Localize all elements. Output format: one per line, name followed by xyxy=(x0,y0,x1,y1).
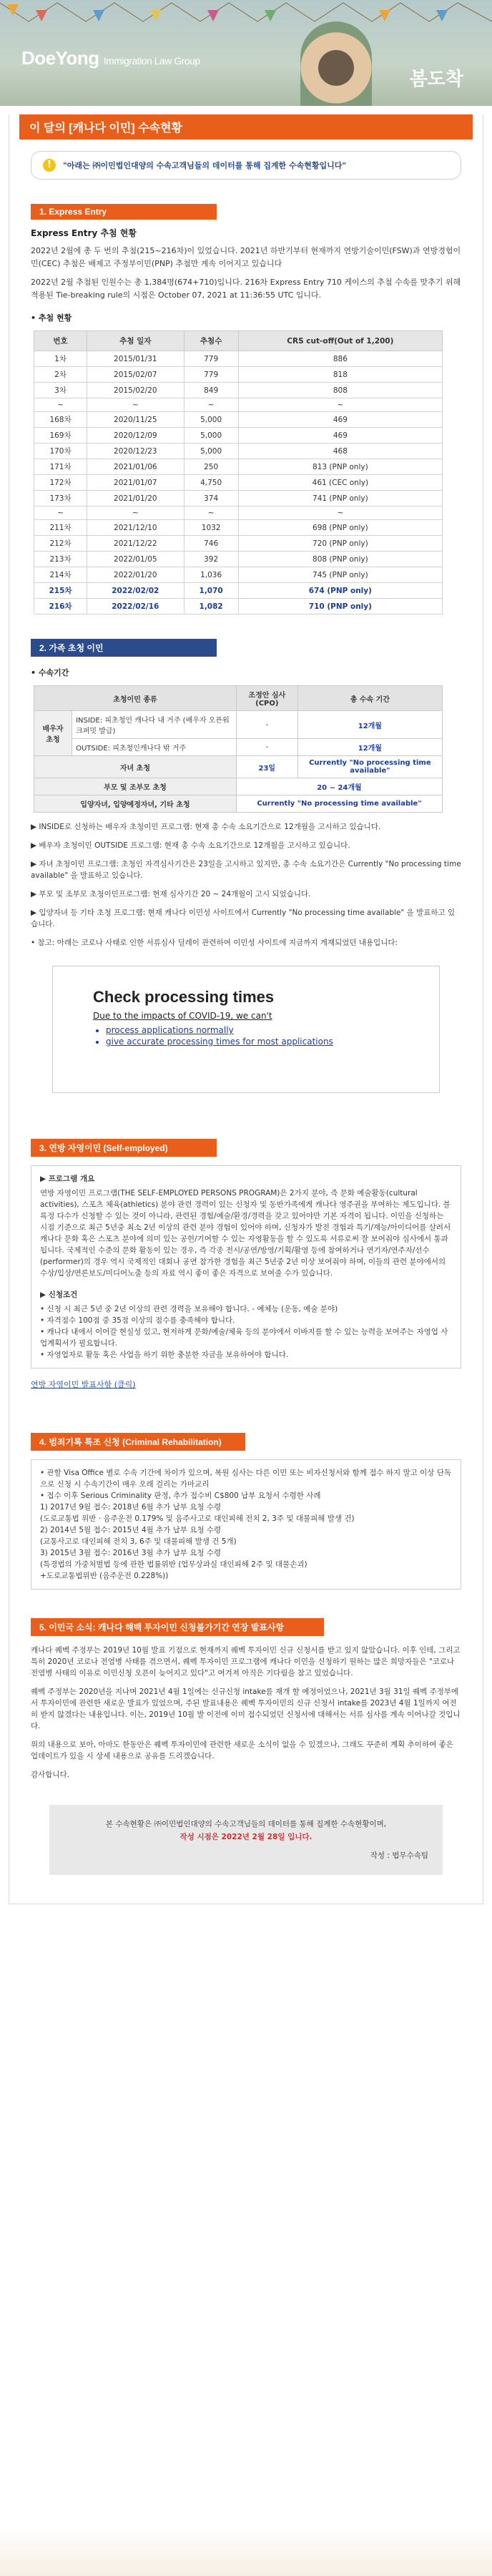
news-para-2: 퀘벡 주정부는 2020년을 지나며 2021년 4월 1일에는 신규신청 intake를 재개 할 예정이었으나, 2021년 3월 31일 퀘벡 주정부에서 투자이민에 관련한 새로운 발표가 있었으며, 주된 발표내용은 퀘벡 투자이민의 신규 신청서 intake를 2023년 4월 1일까지 여전히 받지 않겠다는 내용입니다. 이는, 2019년 10월 발 이전에 이미 접수되었던 신청서에 대해서는 서류 심사를 계속 이어나갈 것입니다. xyxy=(31,1688,461,1730)
draw-cell: 461 (CEC only) xyxy=(238,475,442,491)
draw-row xyxy=(34,383,443,398)
draw-cell: 1차 xyxy=(34,351,87,367)
draw-row xyxy=(34,506,443,520)
note-child: ▶ 자녀 초청이민 프로그램: 초청인 자격심사기간은 23일을 고시하고 있지만, 총 수속 소요기간은 Currently "No processing time available" 을 발표하고 있습니다. xyxy=(31,860,461,880)
draw-table-heading: • 추첨 현황 xyxy=(31,313,72,323)
col-total: 총 수속 기간 xyxy=(297,686,442,711)
section-self-employed: 3. 연방 자영이민 (Self-employed) xyxy=(31,1139,217,1157)
inside-cpo: - xyxy=(236,711,297,739)
ee-subtitle: Express Entry 추첨 현황 xyxy=(31,228,137,238)
draw-col-header: 추첨수 xyxy=(184,331,238,351)
draw-cell: 3차 xyxy=(34,383,87,398)
footer-note xyxy=(49,1805,443,1875)
brand-title: 봄도착 xyxy=(409,69,463,90)
draw-cell: 2022/01/20 xyxy=(87,567,184,583)
draw-row xyxy=(34,552,443,567)
draw-cell: ~ xyxy=(87,398,184,412)
draw-cell: 818 xyxy=(238,367,442,383)
draw-cell: 5,000 xyxy=(184,444,238,459)
draw-cell: ~ xyxy=(34,506,87,520)
draw-cell: 214차 xyxy=(34,567,87,583)
cpt-title: Check processing times xyxy=(93,988,275,1006)
draw-row xyxy=(34,520,443,536)
draw-cell: 469 xyxy=(238,412,442,428)
draw-cell: 1,036 xyxy=(184,567,238,583)
draw-row xyxy=(34,491,443,506)
news-thanks: 감사합니다. xyxy=(31,1771,70,1779)
company-logo[interactable]: DoeYong Immigration Law Group xyxy=(21,47,200,69)
draw-row xyxy=(34,351,443,367)
draw-row xyxy=(34,583,443,599)
adopt-label: 입양자녀, 입양예정자녀, 기타 초청 xyxy=(34,795,237,813)
header-banner xyxy=(0,0,492,106)
footer-line-1: 본 수속현황은 ㈜이민법인대양의 수속고객님들의 데이터를 통해 집계한 수속현황이며, xyxy=(105,1820,387,1828)
cpt-line: Due to the impacts of COVID-19, we can't xyxy=(93,1011,272,1021)
draw-cell: 1032 xyxy=(184,520,238,536)
draw-cell: ~ xyxy=(184,398,238,412)
draw-row xyxy=(34,367,443,383)
req-text: • 신청 시 최근 5년 중 2년 이상의 관련 경력을 보유해야 합니다. - 예체능 (운동, 예술 분야) • 자격점수 100점 중 35점 이상의 점수를 충족해야 합니다. • 캐나다 내에서 이어갈 현실성 있고, 현저하게 문화/예술/체육 등의 분야에서 이바지를 할 수 있는 능력을 보여주는 자영업 사업계획서가 필요합니다. • 자영업자로 활동 혹은 사업을 하기 위한 충분한 자금을 보유하여야 합니다. xyxy=(40,1305,448,1359)
draw-cell: ~ xyxy=(87,506,184,520)
draw-cell: 374 xyxy=(184,491,238,506)
draw-cell: 2차 xyxy=(34,367,87,383)
parents-total: 20 ~ 24개월 xyxy=(236,778,442,795)
exclamation-icon: ! xyxy=(43,159,56,172)
col-type: 초청이민 종류 xyxy=(34,686,237,711)
draw-cell: 2021/01/07 xyxy=(87,475,184,491)
overview-text: 연방 자영이민 프로그램(THE SELF-EMPLOYED PERSONS PROGRAM)은 2가지 분야, 즉 문화 예술활동(cultural activities), 스포츠 체육(athletics) 분야 관련 경력이 있는 신청자 및 동반가족에게 캐나다 영주권을 부여하는 제도입니다. 블록정 다수가 신청할 수 있는 것이 아니라, 관련된 경험/예술/환경/경력을 갖고 있어야만 기본 자격이 됩니다. 이민을 신청하는 시점 기준으로 최근 5년중 최소 2년 이상의 관련 분야 경험이 있어야 하며, 신청자가 발전 경험과 특기/재능/아이디어를 살려서 캐나다 문화 혹은 스포츠 분야에 의미 있는 공헌/기여할 수 있는 자영활동을 할 수 있도록 서류로써 잘 보여줘야 심사에서 통과됩니다. 국제적인 수준의 문화 활동이 있는 경우, 즉 각종 전시/공연/방영/기획/활영 등에 참여하거나 연기자/연주자/선수(performer)의 경우 역시 국제적인 대회나 공연 참가한 경험을 최근 5년중 2년 이상 보여줘야 하며, 이들의 관련 분야에서의 수상/입상/연론보도/미디어노출 등의 자료 역시 좋이 좋은 자격으로 보여줄 수가 있습니다. xyxy=(40,1189,451,1278)
draw-cell: 2020/11/25 xyxy=(87,412,184,428)
draw-cell: 808 (PNP only) xyxy=(238,552,442,567)
note-parents: ▶ 부모 및 조부모 초청이민프로그램: 현재 심사기간 20 ~ 24개월이 고시 되었습니다. xyxy=(31,890,311,898)
draw-table xyxy=(34,330,443,614)
section-express-entry: 1. Express Entry xyxy=(31,204,217,220)
inside-label: INSIDE: 피초청인 캐나다 내 거주 (배우자 오픈워크퍼밋 발급) xyxy=(72,711,237,739)
draw-cell: 2022/01/05 xyxy=(87,552,184,567)
draw-col-header: 번호 xyxy=(34,331,87,351)
draw-cell: 168차 xyxy=(34,412,87,428)
draw-cell: 5,000 xyxy=(184,428,238,444)
spouse-label: 배우자 초청 xyxy=(34,711,72,756)
page-title: 이 달의 [캐나다 이민] 수속현황 xyxy=(19,114,473,139)
draw-cell: 1,070 xyxy=(184,583,238,599)
intro-notice xyxy=(31,151,461,180)
section-family-sponsorship: 2. 가족 초청 이민 xyxy=(31,639,217,657)
child-label: 자녀 초청 xyxy=(34,756,237,778)
bunting-decoration xyxy=(0,0,492,26)
inside-total: 12개월 xyxy=(297,711,442,739)
cpt-item: • give accurate processing times for most applications xyxy=(106,1037,425,1047)
draw-cell: 2021/12/22 xyxy=(87,536,184,552)
parents-label: 부모 및 조부모 초청 xyxy=(34,778,237,795)
draw-cell: 215차 xyxy=(34,583,87,599)
note-reference: • 참고: 아래는 코로나 사태로 인한 서류심사 딜레이 관련하여 이민성 사이트에 지금까지 게재되었던 내용입니다: xyxy=(31,939,398,947)
draw-cell: 212차 xyxy=(34,536,87,552)
draw-cell: 5,000 xyxy=(184,412,238,428)
draw-row xyxy=(34,428,443,444)
draw-cell: ~ xyxy=(238,398,442,412)
draw-cell: 211차 xyxy=(34,520,87,536)
draw-cell: 720 (PNP only) xyxy=(238,536,442,552)
bottom-decoration xyxy=(0,2526,492,2576)
family-notes xyxy=(31,821,461,949)
draw-cell: 2021/01/20 xyxy=(87,491,184,506)
draw-cell: 468 xyxy=(238,444,442,459)
self-employed-link[interactable]: 연방 자영이민 발표사항 (클릭) xyxy=(31,1380,136,1389)
outside-label: OUTSIDE: 피초청인캐나다 밖 거주 xyxy=(72,739,237,756)
draw-cell: 745 (PNP only) xyxy=(238,567,442,583)
col-cpo: 조정안 심사 (CPO) xyxy=(236,686,297,711)
draw-row xyxy=(34,444,443,459)
draw-cell: 250 xyxy=(184,459,238,475)
draw-cell: 4,750 xyxy=(184,475,238,491)
news-para-3: 위의 내용으로 보아, 아마도 한동안은 퀘벡 투자이민에 관련한 새로운 소식이 없을 수 있겠으나, 그래도 꾸준히 계획 추이하여 좋은 업데이트가 있을 시 상세 내용으로 공유를 드리겠습니다. xyxy=(31,1740,453,1760)
draw-row xyxy=(34,459,443,475)
section-news: 5. 이민국 소식: 캐나다 해백 투자이민 신청불가기간 연장 발표사항 xyxy=(31,1618,324,1636)
draw-row xyxy=(34,599,443,614)
draw-cell: 2021/12/10 xyxy=(87,520,184,536)
note-outside: ▶ 배우자 초청이민 OUTSIDE 프로그램: 현재 총 수속 소요기간으로 12개월을 고시하고 있습니다. xyxy=(31,841,350,850)
draw-cell: 813 (PNP only) xyxy=(238,459,442,475)
note-inside: ▶ INSIDE로 신청하는 배우자 초청이민 프로그램: 현재 총 수속 소요기간으로 12개월을 고시하고 있습니다. xyxy=(31,823,381,831)
draw-row xyxy=(34,412,443,428)
child-cpo: 23일 xyxy=(236,756,297,778)
draw-cell: 2022/02/02 xyxy=(87,583,184,599)
draw-cell: 698 (PNP only) xyxy=(238,520,442,536)
draw-col-header: CRS cut-off(Out of 1,200) xyxy=(238,331,442,351)
draw-cell: 710 (PNP only) xyxy=(238,599,442,614)
draw-cell: 1,082 xyxy=(184,599,238,614)
draw-cell: 2020/12/23 xyxy=(87,444,184,459)
draw-cell: 849 xyxy=(184,383,238,398)
camera-photo xyxy=(300,21,372,106)
outside-total: 12개월 xyxy=(297,739,442,756)
draw-col-header: 추첨 일자 xyxy=(87,331,184,351)
criminal-rehab-box: • 관할 Visa Office 별로 수속 기간에 차이가 있으며, 복원 심사는 다른 이민 또는 비자신청서와 함께 접수 하지 말고 이상 단독으로 신청 시 수속기간이 매우 오래 걸리는 가마교리 • 접수 이후 Serious Criminality 판정, 추가 접수비 C$800 납부 요청서 수령한 사례 1) 2017년 9월 접수: 2018년 6월 추가 납부 요청 수령 (도로교통법 위반 · 음주운전 0.179% 및 음주사고로 대인피해 전치 2, 3주 및 대물피해 발생 건) 2) 2014년 5월 접수: 2015년 4월 추가 납부 요청 수령 (교통사고로 대인피해 전치 3, 6주 및 대물피해 발생 건 5개) 3) 2015년 3월 접수: 2016년 3월 추가 납부 요청 수령 (특경법의 가중처벌법 등에 관한 법률위반 (업무상과실 대인피해 2주 및 대물손괴) +도로교통법위반 (음주운전 0.228%)) xyxy=(31,1459,461,1590)
draw-cell: 886 xyxy=(238,351,442,367)
cpt-item: • process applications normally xyxy=(106,1025,425,1035)
ee-para-2: 2022년 2월 추첨된 인원수는 총 1,384명(674+710)입니다. 216차 Express Entry 710 케이스의 추첨 수속를 맞추기 위해 적용된 Tie-breaking rule의 시점은 October 07, 2021 at 11:36:55 UTC 입니다. xyxy=(31,278,461,300)
draw-cell: ~ xyxy=(34,398,87,412)
outside-cpo: - xyxy=(236,739,297,756)
processing-time-heading: • 수속기간 xyxy=(31,668,69,677)
draw-cell: 808 xyxy=(238,383,442,398)
draw-cell: ~ xyxy=(238,506,442,520)
draw-cell: 392 xyxy=(184,552,238,567)
req-heading: ▶ 신청조건 xyxy=(40,1291,78,1299)
draw-cell: 2015/02/20 xyxy=(87,383,184,398)
draw-row xyxy=(34,398,443,412)
draw-cell: 170차 xyxy=(34,444,87,459)
draw-cell: 469 xyxy=(238,428,442,444)
processing-times-image xyxy=(52,966,440,1093)
adopt-total: Currently "No processing time available" xyxy=(236,795,442,813)
overview-heading: ▶ 프로그램 개요 xyxy=(40,1175,95,1183)
note-adopt: ▶ 입양자녀 등 기타 초청 프로그램: 현재 캐나다 이민성 사이트에서 Currently "No processing time available" 을 발표하고 있습니다. xyxy=(31,909,456,929)
draw-cell: 171차 xyxy=(34,459,87,475)
draw-cell: 2015/01/31 xyxy=(87,351,184,367)
draw-cell: 173차 xyxy=(34,491,87,506)
news-para-1: 캐나다 퀘벡 주정부는 2019년 10월 발표 기점으로 현재까지 퀘벡 투자이민 신규 신청서를 받고 있지 않았습니다. 이후 인테, 그리고 특히 2020년 코로나 전염병 사태를 겪으면서, 퀘벡 투자이민 프로그램에 캐나다 이민을 신청하기 원하는 많은 희망자들은 "코로나 전염병 사태의 이유로 이민신청 오픈이 늦어지고 있다"고 여겨져 아직은 기다림을 참고 있었습니다. xyxy=(31,1646,461,1678)
draw-row xyxy=(34,536,443,552)
ee-para-1: 2022년 2월에 총 두 번의 추첨(215~216차)이 있었습니다. 2021년 하반기부터 현재까지 연방기술이민(FSW)과 연방경험이민(CEC) 추첨은 배제고 주정부이민(PNP) 추첨만 계속 이어지고 있습니다 xyxy=(31,246,461,268)
draw-cell: 2022/02/16 xyxy=(87,599,184,614)
draw-cell: 779 xyxy=(184,351,238,367)
family-table xyxy=(34,685,443,813)
footer-author: 작성 : 법무수속팀 xyxy=(370,1851,428,1860)
draw-row xyxy=(34,475,443,491)
draw-cell: 213차 xyxy=(34,552,87,567)
self-employed-box xyxy=(31,1165,461,1368)
draw-cell: 2021/01/06 xyxy=(87,459,184,475)
intro-text: "아래는 ㈜이민법인대양의 수속고객님들의 데이터를 통해 집계한 수속현황입니다" xyxy=(63,161,347,170)
child-total: Currently "No processing time available" xyxy=(297,756,442,778)
draw-cell: 2015/02/07 xyxy=(87,367,184,383)
draw-cell: 2020/12/09 xyxy=(87,428,184,444)
draw-cell: 216차 xyxy=(34,599,87,614)
news-body xyxy=(31,1645,461,1781)
section-criminal-rehab: 4. 범죄기록 특조 신청 (Criminal Rehabilitation) xyxy=(31,1433,245,1451)
draw-cell: 169차 xyxy=(34,428,87,444)
draw-cell: 746 xyxy=(184,536,238,552)
draw-row xyxy=(34,567,443,583)
draw-cell: 172차 xyxy=(34,475,87,491)
draw-cell: 674 (PNP only) xyxy=(238,583,442,599)
draw-cell: 779 xyxy=(184,367,238,383)
footer-line-2: 작성 시점은 2022년 2월 28일 입니다. xyxy=(179,1833,313,1841)
draw-cell: 741 (PNP only) xyxy=(238,491,442,506)
newsletter-frame xyxy=(9,114,483,1904)
draw-cell: ~ xyxy=(184,506,238,520)
